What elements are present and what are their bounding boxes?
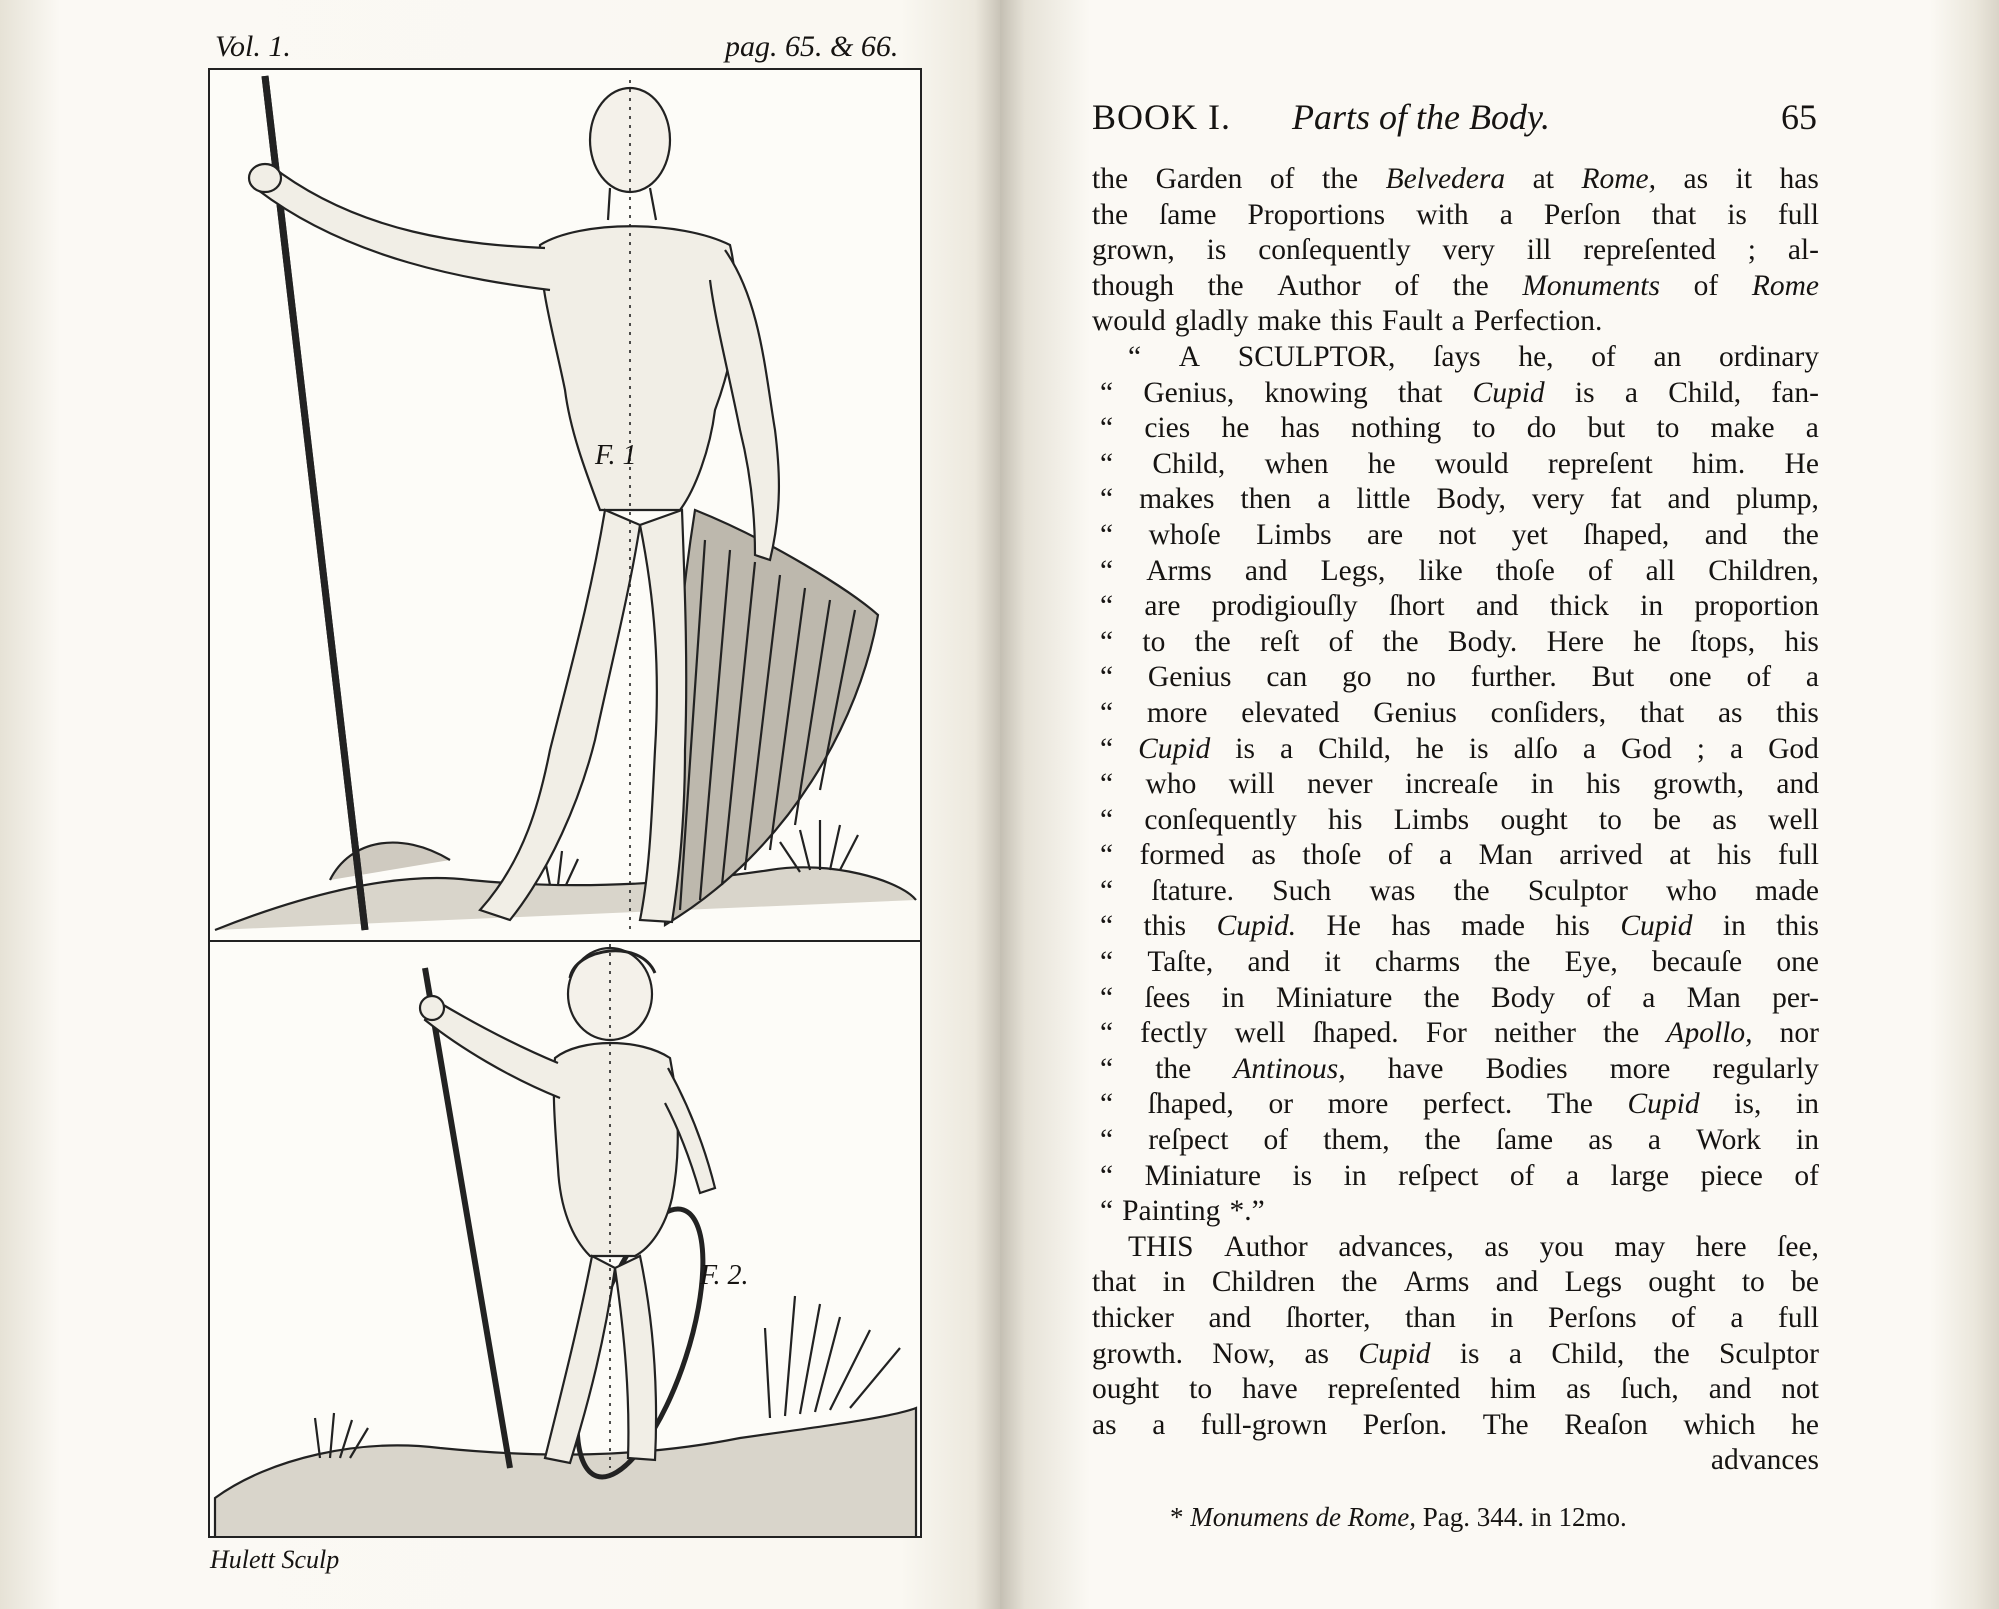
text-line: THIS Author advances, as you may here ſee,: [1128, 1230, 1819, 1263]
text-line: “ Genius can go no further. But one of a: [1100, 661, 1819, 694]
text-line: “ who will never increaſe in his growth, and: [1100, 768, 1819, 801]
text-line: “ Painting *.”: [1100, 1195, 1265, 1228]
text-line: the Garden of the Belvedera at Rome, as it has: [1092, 163, 1819, 195]
text-line: “ this Cupid. He has made his Cupid in this: [1100, 910, 1819, 943]
text-line: “ cies he has nothing to do but to make a: [1100, 412, 1819, 445]
engraving-illustration: [210, 70, 920, 1536]
running-head: [1092, 96, 1817, 146]
footnote-marker: *: [1170, 1502, 1184, 1532]
text-line: “ ſtature. Such was the Sculptor who made: [1100, 874, 1819, 907]
text-line: as a full-grown Perſon. The Reaſon which he: [1092, 1408, 1819, 1441]
text-line: “ Genius, knowing that Cupid is a Child, fan-: [1100, 376, 1819, 409]
text-line: though the Author of the Monuments of Rome: [1092, 269, 1819, 302]
text-line: would gladly make this Fault a Perfection.: [1092, 305, 1603, 338]
text-line: the ſame Proportions with a Perſon that is full: [1092, 198, 1819, 231]
text-line: “ Arms and Legs, like thoſe of all Children,: [1100, 554, 1819, 587]
plate-volume-label: Vol. 1.: [215, 30, 291, 63]
text-line: “ more elevated Genius conſiders, that as this: [1100, 696, 1819, 729]
plate-page-reference: pag. 65. & 66.: [725, 30, 899, 63]
child-figure-illustration: [215, 944, 916, 1536]
engraving-plate: [208, 68, 922, 1538]
text-line: “ ſees in Miniature the Body of a Man per-: [1100, 981, 1819, 1014]
text-line: “ fectly well ſhaped. For neither the Apollo, nor: [1100, 1017, 1819, 1050]
text-line: “ A SCULPTOR, ſays he, of an ordinary: [1128, 340, 1819, 373]
text-line: “ reſpect of them, the ſame as a Work in: [1100, 1124, 1819, 1157]
text-line: “ Cupid is a Child, he is alſo a God ; a God: [1100, 732, 1819, 765]
plate-divider-line: [210, 940, 920, 942]
text-line: “ conſequently his Limbs ought to be as well: [1100, 803, 1819, 836]
text-line: “ Miniature is in reſpect of a large piece of: [1100, 1159, 1819, 1192]
running-head-book: BOOK I.: [1092, 97, 1231, 137]
running-head-title: Parts of the Body.: [1292, 97, 1550, 137]
adult-figure-illustration: [215, 76, 916, 930]
text-line: advances: [1710, 1444, 1819, 1477]
text-line: “ whoſe Limbs are not yet ſhaped, and the: [1100, 518, 1819, 551]
text-line: growth. Now, as Cupid is a Child, the Sculptor: [1092, 1337, 1819, 1370]
text-line: grown, is conſequently very ill repreſented ; al-: [1092, 234, 1819, 267]
text-line: “ Taſte, and it charms the Eye, becauſe one: [1100, 946, 1819, 979]
footnote: [1170, 1502, 1627, 1533]
text-line: “ to the reſt of the Body. Here he ſtops, his: [1100, 625, 1819, 658]
text-line: “ are prodigiouſly ſhort and thick in proportion: [1100, 590, 1819, 623]
figure-1-label: F. 1: [595, 440, 637, 471]
text-line: ought to have repreſented him as ſuch, and not: [1092, 1373, 1819, 1406]
engraver-signature: Hulett Sculp: [210, 1545, 340, 1574]
text-line: that in Children the Arms and Legs ought to be: [1092, 1266, 1819, 1299]
text-line: “ makes then a little Body, very fat and plump,: [1100, 483, 1819, 516]
footnote-detail: Pag. 344. in 12mo.: [1422, 1502, 1627, 1532]
page-number: 65: [1781, 97, 1817, 137]
text-line: “ ſhaped, or more perfect. The Cupid is, in: [1100, 1088, 1819, 1121]
text-line: “ the Antinous, have Bodies more regularly: [1100, 1052, 1819, 1085]
text-line: “ Child, when he would repreſent him. He: [1100, 447, 1819, 480]
text-line: “ formed as thoſe of a Man arrived at his full: [1100, 839, 1819, 872]
footnote-source: Monumens de Rome,: [1190, 1502, 1416, 1532]
figure-2-label: F. 2.: [700, 1260, 749, 1291]
text-line: thicker and ſhorter, than in Perſons of a full: [1092, 1302, 1819, 1334]
body-text: [1092, 162, 1819, 1479]
